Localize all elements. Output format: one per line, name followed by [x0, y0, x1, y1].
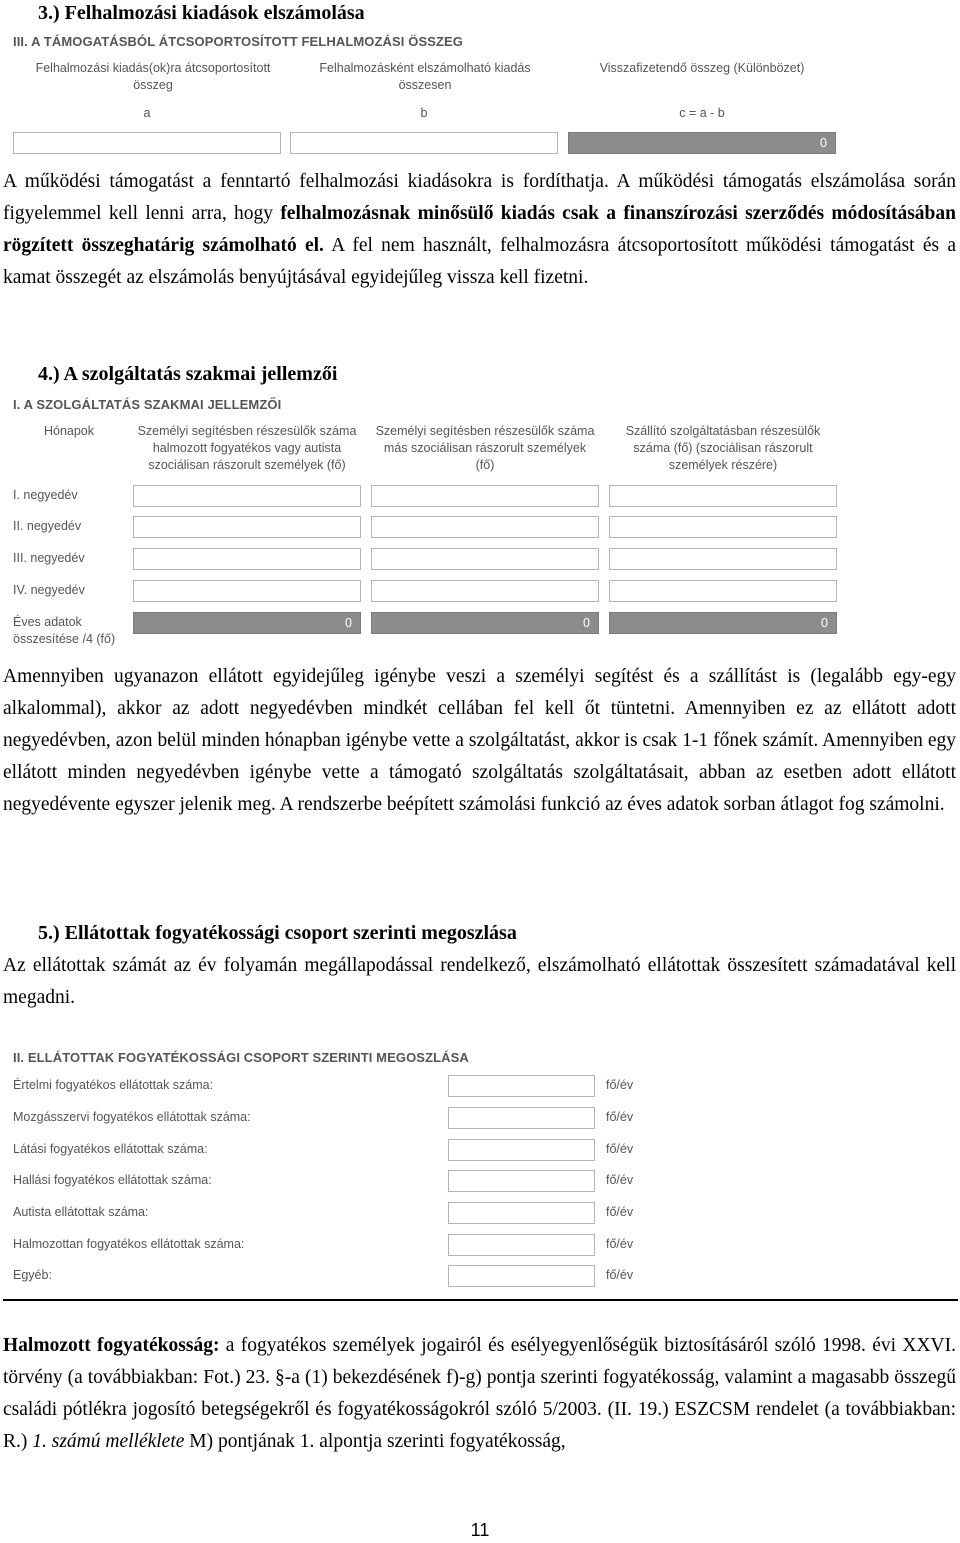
row-label-q4: IV. negyedév: [13, 583, 85, 597]
disability-label-1: Értelmi fogyatékos ellátottak száma:: [13, 1078, 214, 1092]
section-5-heading: 5.) Ellátottak fogyatékossági csoport szerinti megoszlása: [38, 922, 517, 944]
input-disability-6[interactable]: [448, 1234, 595, 1256]
paragraph-ellatottak: Az ellátottak számát az év folyamán megállapodással rendelkező, elszámolható ellátottak összesített számadatával kell megadni.: [3, 955, 956, 1008]
input-q3-col2[interactable]: [371, 548, 599, 570]
input-q2-col1[interactable]: [133, 516, 361, 538]
col-header-1-line3: szociálisan rászorult személyek (fő): [148, 458, 346, 472]
input-q2-col2[interactable]: [371, 516, 599, 538]
paragraph-felhalmozas-part1: A működési támogatást a fenntartó felhalmozási kiadásokra is fordíthatja. A működési támogatás elszámolása során figyelemmel kell lenni arra, hogy: [3, 171, 956, 224]
col-header-1: [128, 423, 366, 474]
footnote-term: Halmozott fogyatékosság:: [3, 1335, 220, 1356]
page-number: 11: [470, 1520, 490, 1540]
input-q4-col2[interactable]: [371, 580, 599, 602]
input-q4-col3[interactable]: [609, 580, 837, 602]
disability-label-2: Mozgásszervi fogyatékos ellátottak száma:: [13, 1110, 251, 1124]
unit-label-4: fő/év: [606, 1173, 634, 1187]
footnote-italic: 1. számú melléklete: [32, 1431, 185, 1452]
formula-c: c = a - b: [679, 106, 725, 120]
input-q2-col3[interactable]: [609, 516, 837, 538]
total-c: 0: [568, 132, 836, 154]
section-3-heading: 3.) Felhalmozási kiadások elszámolása: [38, 2, 365, 24]
col-header-b: [290, 60, 560, 94]
col-header-2-line3: (fő): [475, 458, 495, 472]
input-b[interactable]: [290, 132, 558, 154]
unit-label-7: fő/év: [606, 1268, 634, 1282]
input-q3-col3[interactable]: [609, 548, 837, 570]
input-disability-2[interactable]: [448, 1107, 595, 1129]
footnote-text-1: a fogyatékos személyek jogairól és esélyegyenlőségük biztosításáról szóló 1998. évi XXVI. törvény (a továbbiakban: Fot.) 23. §-a (1) bekezdésének f)-g) pontja szerinti fogyatékosság, valamint a magasabb összegű családi pótlékra jogosító betegségekről és fogyatékosságokról szóló 5/2003. (II. 19.) ESZCSM rendelet (a továbbiakban: R.): [3, 1335, 956, 1452]
col-header-a-line1: Felhalmozási kiadás(ok)ra átcsoportosított: [35, 61, 271, 75]
disability-label-5: Autista ellátottak száma:: [13, 1205, 149, 1219]
row-label-annual: [13, 614, 115, 648]
row-label-q3: III. negyedév: [13, 551, 85, 565]
input-q1-col1[interactable]: [133, 485, 361, 507]
col-header-2: [366, 423, 604, 474]
row-label-annual-line2: összesítése /4 (fő): [13, 632, 116, 646]
col-header-2-line2: más szociálisan rászorult személyek: [383, 441, 587, 455]
paragraph-szolgaltatas: Amennyiben ugyanazon ellátott egyidejűleg igénybe veszi a személyi segítést és a szállítást is (legalább egy-egy alkalommal), akkor az adott negyedévben mindkét cellában fel kell őt tüntetni. Amennyiben ez az ellátott adott negyedévben, azon belül minden hónapban igénybe vette a szolgáltatást, akkor is csak 1-1 főnek számít. Amennyiben egy ellátott minden negyedévben igénybe vette a támogató szolgáltatás szolgáltatásait, abban az esetben adott ellátott negyedévente egyszer jelenik meg. A rendszerbe beépített számolási funkció az éves adatok sorban átlagot fog számolni.: [3, 666, 956, 815]
disability-label-6: Halmozottan fogyatékos ellátottak száma:: [13, 1237, 245, 1251]
input-disability-3[interactable]: [448, 1139, 595, 1161]
total-col1: 0: [133, 612, 361, 634]
unit-label-1: fő/év: [606, 1078, 634, 1092]
paragraph-felhalmozas-bold: felhalmozásnak minősülő kiadás csak a finanszírozási szerződés módosításában rögzített összeghatárig számolható el.: [3, 203, 956, 256]
col-header-months: Hónapok: [43, 424, 95, 438]
unit-label-2: fő/év: [606, 1110, 634, 1124]
input-disability-7[interactable]: [448, 1265, 595, 1287]
col-header-3: [604, 423, 842, 474]
formula-b: b: [420, 106, 428, 120]
row-label-q2: II. negyedév: [13, 519, 82, 533]
paragraph-felhalmozas: [3, 166, 956, 294]
disability-label-7: Egyéb:: [13, 1268, 52, 1282]
col-header-a-line2: összeg: [133, 78, 173, 92]
paragraph-felhalmozas-part2: A fel nem használt, felhalmozásra átcsoportosított működési támogatást és a kamat összegét az elszámolás benyújtásával egyidejűleg vissza kell fizetni.: [3, 235, 956, 288]
col-header-b-line2: összesen: [398, 78, 452, 92]
col-header-3-line2: száma (fő) (szociálisan rászorult: [633, 441, 813, 455]
row-label-q1: I. negyedév: [13, 488, 78, 502]
disability-label-3: Látási fogyatékos ellátottak száma:: [13, 1142, 208, 1156]
col-header-2-line1: Személyi segítésben részesülők száma: [375, 424, 595, 438]
formula-a: a: [143, 106, 151, 120]
disability-label-4: Hallási fogyatékos ellátottak száma:: [13, 1173, 212, 1187]
total-col2: 0: [371, 612, 599, 634]
total-col3: 0: [609, 612, 837, 634]
unit-label-5: fő/év: [606, 1205, 634, 1219]
input-a[interactable]: [13, 132, 281, 154]
col-header-1-line1: Személyi segítésben részesülők száma: [137, 424, 357, 438]
input-disability-4[interactable]: [448, 1170, 595, 1192]
col-header-3-line1: Szállító szolgáltatásban részesülők: [625, 424, 821, 438]
col-header-3-line3: személyek részére): [668, 458, 778, 472]
input-disability-1[interactable]: [448, 1075, 595, 1097]
form-title-i: I. A SZOLGÁLTATÁS SZAKMAI JELLEMZŐI: [13, 397, 282, 412]
unit-label-6: fő/év: [606, 1237, 634, 1251]
row-label-annual-line1: Éves adatok: [13, 615, 82, 629]
form-title-ii: II. ELLÁTOTTAK FOGYATÉKOSSÁGI CSOPORT SZERINTI MEGOSZLÁSA: [13, 1050, 469, 1065]
input-q4-col1[interactable]: [133, 580, 361, 602]
form-title-iii: III. A TÁMOGATÁSBÓL ÁTCSOPORTOSÍTOTT FELHALMOZÁSI ÖSSZEG: [13, 34, 464, 49]
input-q1-col3[interactable]: [609, 485, 837, 507]
input-q3-col1[interactable]: [133, 548, 361, 570]
footnote-divider: [3, 1299, 958, 1301]
footnote-text-2: M) pontjának 1. alpontja szerinti fogyatékosság,: [184, 1431, 566, 1452]
footnote-paragraph: [3, 1330, 956, 1458]
unit-label-3: fő/év: [606, 1142, 634, 1156]
col-header-b-line1: Felhalmozásként elszámolható kiadás: [319, 61, 531, 75]
input-q1-col2[interactable]: [371, 485, 599, 507]
col-header-a: [13, 60, 293, 94]
col-header-1-line2: halmozott fogyatékos vagy autista: [152, 441, 342, 455]
input-disability-5[interactable]: [448, 1202, 595, 1224]
col-header-c: Visszafizetendő összeg (Különbözet): [599, 61, 805, 75]
section-4-heading: 4.) A szolgáltatás szakmai jellemzői: [38, 363, 338, 385]
